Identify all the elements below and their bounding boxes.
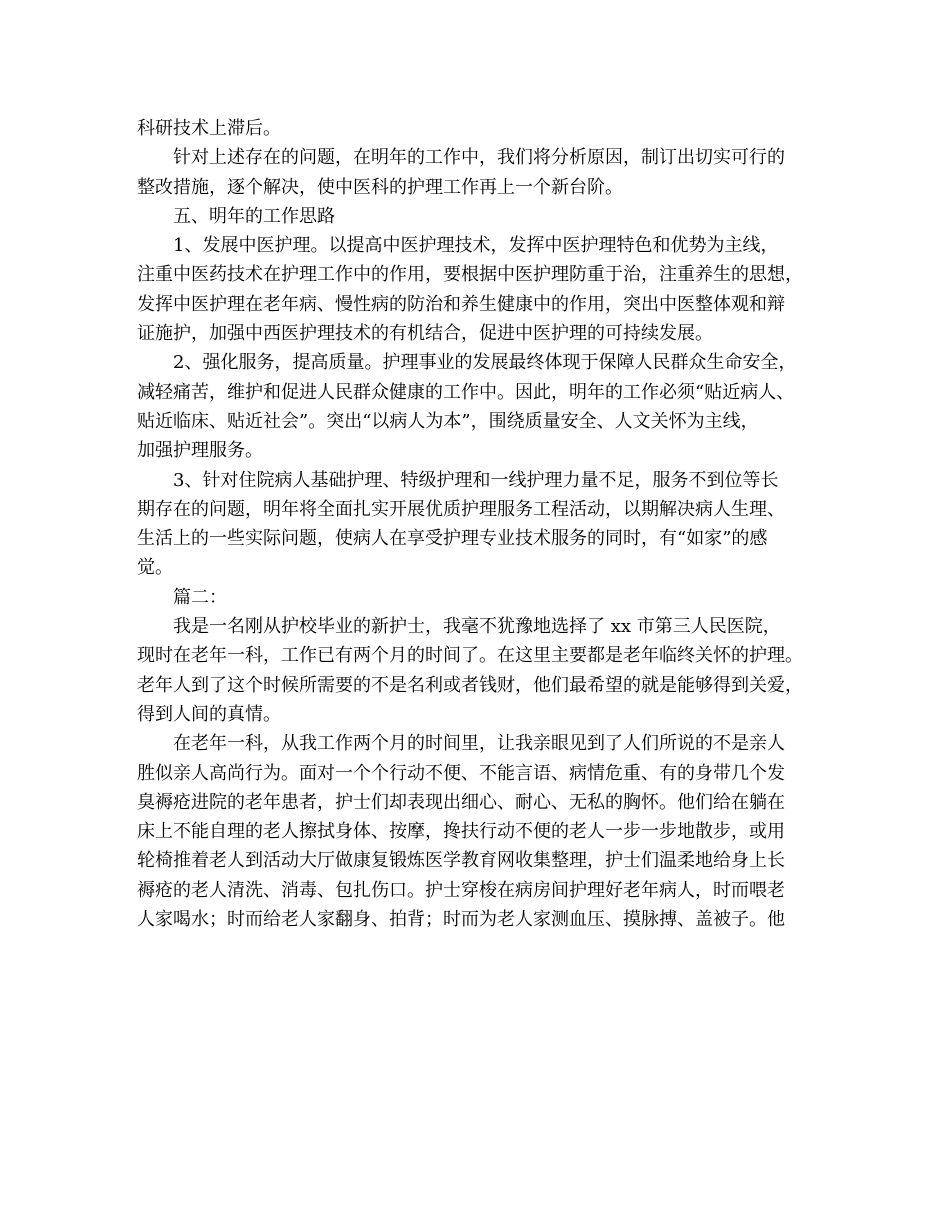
text-line: 1、发展中医护理。以提高中医护理技术，发挥中医护理特色和优势为主线， — [173, 235, 779, 257]
text-line: 臭褥疮进院的老年患者，护士们却表现出细心、耐心、无私的胸怀。他们给在躺在 — [137, 791, 785, 813]
text-line: 针对上述存在的问题，在明年的工作中，我们将分析原因，制订出切实可行的 — [173, 147, 785, 169]
text-line: 褥疮的老人清洗、消毒、包扎伤口。护士穿梭在病房间护理好老年病人，时而喂老 — [137, 879, 785, 901]
section-heading: 五、明年的工作思路 — [173, 205, 335, 227]
text-line: 在老年一科，从我工作两个月的时间里，让我亲眼见到了人们所说的不是亲人 — [173, 733, 785, 755]
text-line: 期存在的问题，明年将全面扎实开展优质护理服务工程活动，以期解决病人生理、 — [137, 498, 785, 520]
text-line: 我是一名刚从护校毕业的新护士，我毫不犹豫地选择了 xx 市第三人民医院， — [173, 616, 781, 638]
text-line: 整改措施，逐个解决，使中医科的护理工作再上一个新台阶。 — [137, 176, 623, 198]
section-heading: 篇二： — [173, 586, 227, 608]
text-line: 加强护理服务。 — [137, 440, 263, 462]
text-line: 轮椅推着老人到活动大厅做康复锻炼医学教育网收集整理，护士们温柔地给身上长 — [137, 850, 785, 872]
text-line: 现时在老年一科，工作已有两个月的时间了。在这里主要都是老年临终关怀的护理。 — [137, 645, 803, 667]
text-line: 床上不能自理的老人擦拭身体、按摩，搀扶行动不便的老人一步一步地散步，或用 — [137, 821, 785, 843]
text-line: 人家喝水；时而给老人家翻身、拍背；时而为老人家测血压、摸脉搏、盖被子。他 — [137, 909, 785, 931]
text-line: 证施护，加强中西医护理技术的有机结合，促进中医护理的可持续发展。 — [137, 323, 713, 345]
text-line: 发挥中医护理在老年病、慢性病的防治和养生健康中的作用，突出中医整体观和辩 — [137, 293, 785, 315]
text-line: 减轻痛苦，维护和促进人民群众健康的工作中。因此，明年的工作必须“贴近病人、 — [137, 381, 795, 403]
text-line: 觉。 — [137, 557, 173, 579]
text-line: 生活上的一些实际问题，使病人在享受护理专业技术服务的同时，有“如家”的感 — [137, 528, 768, 550]
text-line: 2、强化服务，提高质量。护理事业的发展最终体现于保障人民群众生命安全， — [173, 352, 797, 374]
text-line: 得到人间的真情。 — [137, 703, 281, 725]
text-line: 贴近临床、贴近社会”。突出“以病人为本”，围绕质量安全、人文关怀为主线， — [137, 410, 759, 432]
document-body — [137, 114, 827, 934]
text-line: 胜似亲人高尚行为。面对一个个行动不便、不能言语、病情危重、有的身带几个发 — [137, 762, 785, 784]
text-line: 科研技术上滞后。 — [137, 118, 281, 139]
text-line: 老年人到了这个时候所需要的不是名利或者钱财，他们最希望的就是能够得到关爱， — [137, 674, 803, 696]
text-line: 3、针对住院病人基础护理、特级护理和一线护理力量不足，服务不到位等长 — [173, 469, 779, 491]
text-line: 注重中医药技术在护理工作中的作用，要根据中医护理防重于治，注重养生的思想， — [137, 264, 803, 286]
